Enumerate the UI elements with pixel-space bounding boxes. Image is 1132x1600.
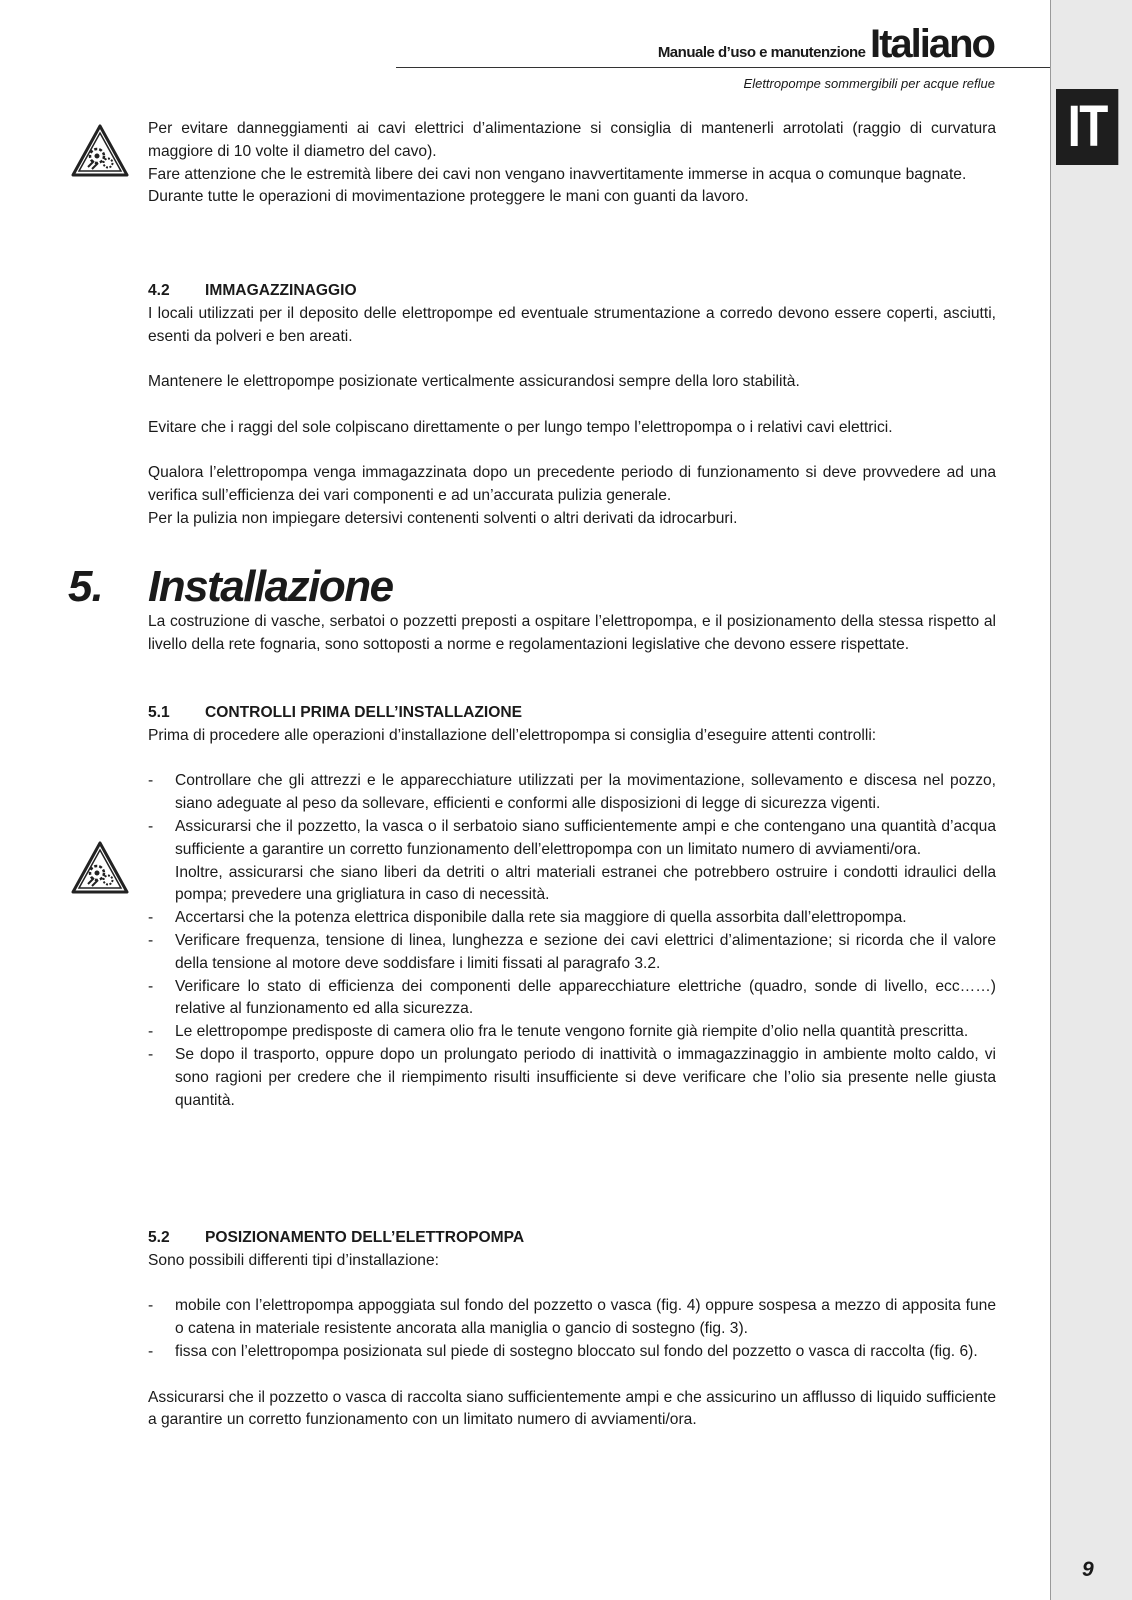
chapter-number: 5. [68,562,103,611]
list-item: - Se dopo il trasporto, oppure dopo un prolungato periodo di inattività o immagazzinaggio in ambiente molto caldo, vi sono ragioni per credere che il riempimento risulti insufficiente si deve verificare che l’olio sia presente nelle giusta quantità. [148,1045,996,1109]
section-title: POSIZIONAMENTO DELL’ELETTROPOMPA [205,1229,525,1246]
manual-title: Manuale d’uso e manutenzione [657,44,866,61]
warning-rotating-parts-icon [70,123,130,179]
paragraph: Sono possibili differenti tipi d’installazione: [148,1251,439,1269]
warning-rotating-parts-icon [70,840,130,896]
section-number: 5.1 [148,704,170,721]
chapter-5-intro [148,611,996,657]
section-heading [148,1227,996,1250]
checklist [148,770,996,1112]
chapter-title: Installazione [148,562,393,611]
section-heading [148,280,996,303]
paragraph: Assicurarsi che il pozzetto o vasca di raccolta siano sufficientemente ampi e che assicurino un afflusso di liquido sufficiente a garantire un corretto funzionamento con un limitato numero di avviamenti/ora. [148,1388,996,1429]
section-number: 5.2 [148,1229,170,1246]
paragraph: Per la pulizia non impiegare detersivi contenenti solventi o altri derivati da idrocarburi. [148,509,738,527]
paragraph: Per evitare danneggiamenti ai cavi elettrici d’alimentazione si consiglia di mantenerli arrotolati (raggio di curvatura maggiore di 10 volte il diametro del cavo). [148,120,996,160]
section-4-2 [148,280,996,531]
right-sidebar [1050,0,1132,1600]
list-item: - fissa con l’elettropompa posizionata sul piede di sostegno bloccato sul fondo del pozzetto o vasca di raccolta (fig. 6). [148,1342,978,1360]
list-item: - Controllare che gli attrezzi e le apparecchiature utilizzati per la movimentazione, sollevamento e discesa nel pozzo, siano adeguate al peso da sollevare, efficienti e conformi alle disposizioni di legge di sicurezza vigenti. [148,772,996,813]
language-tab: IT [1056,89,1118,165]
list-item: - Accertarsi che la potenza elettrica disponibile dalla rete sia maggiore di quella assorbita dall’elettropompa. [148,909,907,927]
section-title: IMMAGAZZINAGGIO [205,282,357,299]
list-item: - Le elettropompe predisposte di camera olio fra le tenute vengono fornite già riempite d’olio nella quantità prescritta. [148,1023,969,1041]
header-subtitle: Elettropompe sommergibili per acque reflue [743,76,995,91]
section-5-1 [148,702,996,1112]
paragraph: Prima di procedere alle operazioni d’installazione dell’elettropompa si consiglia d’eseguire attenti controlli: [148,726,877,744]
section-5-2 [148,1227,996,1432]
section-heading [148,702,996,725]
list-item: - mobile con l’elettropompa appoggiata sul fondo del pozzetto o vasca (fig. 4) oppure sospesa a mezzo di apposita fune o catena in materiale resistente ancorata alla maniglia o gancio di sostegno (fig. 3). [148,1297,996,1338]
section-title: CONTROLLI PRIMA DELL’INSTALLAZIONE [205,704,523,721]
paragraph: Evitare che i raggi del sole colpiscano direttamente o per lungo tempo l’elettropompa o i relativi cavi elettrici. [148,418,893,436]
language-title: Italiano [869,22,994,66]
header-divider [396,67,1050,68]
list-item: - Verificare frequenza, tensione di linea, lunghezza e sezione dei cavi elettrici d’alimentazione; si ricorda che il valore della tensione al motore deve soddisfare i limiti fissati al paragrafo 3.2. [148,931,996,972]
paragraph: Mantenere le elettropompe posizionate verticalmente assicurandosi sempre della loro stabilità. [148,373,800,391]
section-number: 4.2 [148,282,170,299]
handling-warning-text [148,118,996,209]
paragraph: Qualora l’elettropompa venga immagazzinata dopo un precedente periodo di funzionamento si deve provvedere ad una verifica sull’efficienza dei vari componenti e ad un’accurata pulizia generale. [148,464,996,505]
installation-types-list [148,1295,996,1363]
paragraph: La costruzione di vasche, serbatoi o pozzetti preposti a ospitare l’elettropompa, e il posizionamento della stessa rispetto al livello della rete fognaria, sono sottoposti a norme e regolamentazioni legislative che devono essere rispettate. [148,613,996,653]
paragraph: Fare attenzione che le estremità libere dei cavi non vengano inavvertitamente immerse in acqua o comunque bagnate. [148,165,967,183]
page-header [658,22,994,67]
list-item: - Assicurarsi che il pozzetto, la vasca o il serbatoio siano sufficientemente ampi e che contengano una quantità d’acqua sufficiente a garantire un corretto funzionamento dell’elettropompa con un limitato numero di avviamenti/ora. Inoltre, assicurarsi che siano liberi da detriti o altri materiali estranei che potrebbero ostruire i condotti idraulici della pompa; prevedere una grigliatura in caso di necessità. [148,817,996,904]
list-item: - Verificare lo stato di efficienza dei componenti delle apparecchiature elettriche (quadro, sonde di livello, ecc……) relative al funzionamento ed alla sicurezza. [148,977,996,1018]
page-number: 9 [1082,1558,1094,1581]
paragraph: Durante tutte le operazioni di movimentazione proteggere le mani con guanti da lavoro. [148,188,749,206]
paragraph: I locali utilizzati per il deposito delle elettropompe ed eventuale strumentazione a corredo devono essere coperti, asciutti, esenti da polveri e ben areati. [148,304,996,345]
